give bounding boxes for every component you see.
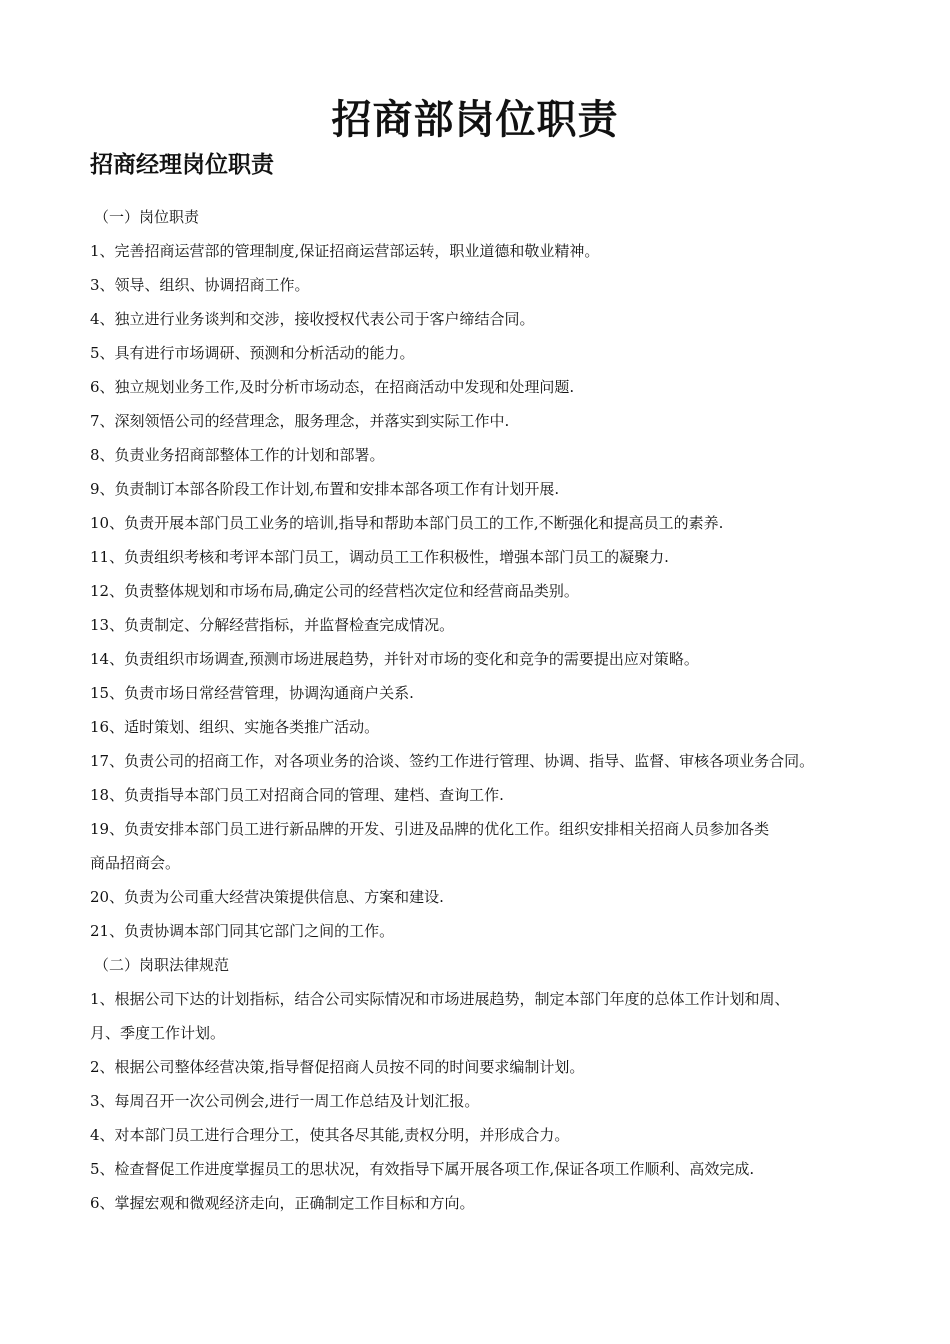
body-line: 19、负责安排本部门员工进行新品牌的开发、引进及品牌的优化工作。组织安排相关招商人员参加各类: [90, 820, 770, 838]
body-line: 4、对本部门员工进行合理分工，使其各尽其能,责权分明，并形成合力。: [90, 1126, 570, 1144]
body-line: 3、领导、组织、协调招商工作。: [90, 276, 310, 294]
document-body: [90, 200, 910, 1220]
body-line: 6、掌握宏观和微观经济走向，正确制定工作目标和方向。: [90, 1194, 475, 1212]
subsection-heading-legal: （二）岗职法律规范: [94, 956, 230, 974]
body-line: 1、完善招商运营部的管理制度,保证招商运营部运转，职业道德和敬业精神。: [90, 242, 600, 260]
body-line: 14、负责组织市场调查,预测市场进展趋势，并针对市场的变化和竞争的需要提出应对策略。: [90, 650, 699, 668]
body-line: 1、根据公司下达的计划指标，结合公司实际情况和市场进展趋势，制定本部门年度的总体工作计划和周、: [90, 990, 790, 1008]
body-line: 21、负责协调本部门同其它部门之间的工作。: [90, 922, 395, 940]
body-line: 商品招商会。: [90, 854, 181, 872]
body-line: 7、深刻领悟公司的经营理念，服务理念，并落实到实际工作中.: [90, 412, 510, 430]
body-line: 5、检查督促工作进度掌握员工的思状况，有效指导下属开展各项工作,保证各项工作顺利、高效完成.: [90, 1160, 755, 1178]
body-line: 15、负责市场日常经营管理，协调沟通商户关系.: [90, 684, 414, 702]
body-line: 2、根据公司整体经营决策,指导督促招商人员按不同的时间要求编制计划。: [90, 1058, 585, 1076]
body-line: 12、负责整体规划和市场布局,确定公司的经营档次定位和经营商品类别。: [90, 582, 579, 600]
body-line: 18、负责指导本部门员工对招商合同的管理、建档、查询工作.: [90, 786, 504, 804]
body-line: 8、负责业务招商部整体工作的计划和部署。: [90, 446, 385, 464]
body-line: 6、独立规划业务工作,及时分析市场动态，在招商活动中发现和处理问题.: [90, 378, 575, 396]
body-line: 10、负责开展本部门员工业务的培训,指导和帮助本部门员工的工作,不断强化和提高员工的素养.: [90, 514, 724, 532]
subsection-heading-duties: （一）岗位职责: [94, 208, 200, 226]
body-line: 20、负责为公司重大经营决策提供信息、方案和建设.: [90, 888, 444, 906]
body-line: 5、具有进行市场调研、预测和分析活动的能力。: [90, 344, 415, 362]
body-line: 11、负责组织考核和考评本部门员工，调动员工工作积极性，增强本部门员工的凝聚力.: [90, 548, 669, 566]
document-title: 招商部岗位职责: [331, 96, 619, 143]
body-line: 9、负责制订本部各阶段工作计划,布置和安排本部各项工作有计划开展.: [90, 480, 560, 498]
body-line: 月、季度工作计划。: [90, 1024, 226, 1042]
body-line: 3、每周召开一次公司例会,进行一周工作总结及计划汇报。: [90, 1092, 480, 1110]
body-line: 4、独立进行业务谈判和交涉，接收授权代表公司于客户缔结合同。: [90, 310, 535, 328]
section-heading: 招商经理岗位职责: [90, 151, 274, 178]
body-line: 16、适时策划、组织、实施各类推广活动。: [90, 718, 380, 736]
body-line: 13、负责制定、分解经营指标，并监督检查完成情况。: [90, 616, 455, 634]
body-line: 17、负责公司的招商工作，对各项业务的洽谈、签约工作进行管理、协调、指导、监督、审核各项业务合同。: [90, 752, 815, 770]
